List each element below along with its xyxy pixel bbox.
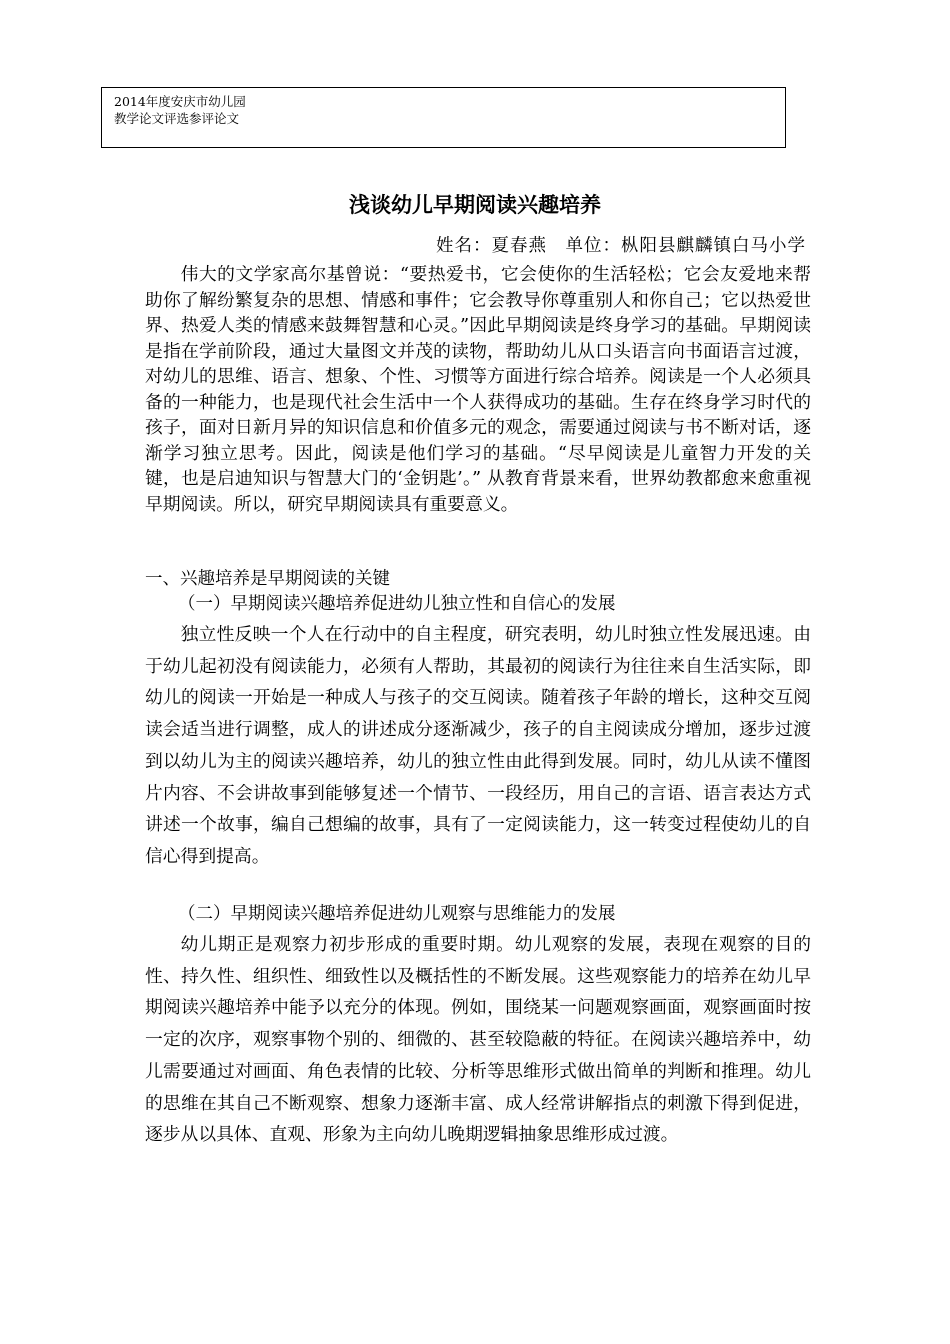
intro-paragraph: 伟大的文学家高尔基曾说：“要热爱书，它会使你的生活轻松；它会友爱地来帮助你了解纷繁复杂的思想、情感和事件；它会教导你尊重别人和你自己；它以热爱世界、热爱人类的情感来鼓舞智慧和心灵。”因此早期阅读是终身学习的基础。早期阅读是指在学前阶段，通过大量图文并茂的读物，帮助幼儿从口头语言向书面语言过渡，对幼儿的思维、语言、想象、个性、习惯等方面进行综合培养。阅读是一个人必须具备的一种能力，也是现代社会生活中一个人获得成功的基础。生存在终身学习时代的孩子，面对日新月异的知识信息和价值多元的观念，需要通过阅读与书不断对话，逐渐学习独立思考。因此，阅读是他们学习的基础。“尽早阅读是儿童智力开发的关键，也是启迪知识与智慧大门的‘金钥匙’。” 从教育背景来看，世界幼教都愈来愈重视早期阅读。所以，研究早期阅读具有重要意义。	[145, 264, 811, 515]
header-line-1: 2014年度安庆市幼儿园	[114, 94, 246, 109]
subsection-1-body: 独立性反映一个人在行动中的自主程度，研究表明，幼儿时独立性发展迅速。由于幼儿起初没有阅读能力，必须有人帮助，其最初的阅读行为往往来自生活实际，即幼儿的阅读一开始是一种成人与孩子的交互阅读。随着孩子年龄的增长，这种交互阅读会适当进行调整，成人的讲述成分逐渐减少，孩子的自主阅读成分增加，逐步过渡到以幼儿为主的阅读兴趣培养，幼儿的独立性由此得到发展。同时，幼儿从读不懂图片内容、不会讲故事到能够复述一个情节、一段经历，用自己的言语、语言表达方式讲述一个故事，编自己想编的故事，具有了一定阅读能力，这一转变过程使幼儿的自信心得到提高。	[145, 624, 811, 867]
author-line: 姓名：夏春燕 单位：枞阳县麒麟镇白马小学	[436, 236, 806, 256]
section-heading-1: 一、兴趣培养是早期阅读的关键	[145, 569, 390, 589]
subsection-heading-2: （二）早期阅读兴趣培养促进幼儿观察与思维能力的发展	[178, 904, 616, 924]
page-title: 浅谈幼儿早期阅读兴趣培养	[349, 193, 601, 217]
subsection-heading-1: （一）早期阅读兴趣培养促进幼儿独立性和自信心的发展	[178, 594, 616, 614]
header-line-2: 教学论文评选参评论文	[114, 111, 240, 126]
subsection-2-body: 幼儿期正是观察力初步形成的重要时期。幼儿观察的发展，表现在观察的目的性、持久性、组织性、细致性以及概括性的不断发展。这些观察能力的培养在幼儿早期阅读兴趣培养中能予以充分的体现。例如，围绕某一问题观察画面，观察画面时按一定的次序，观察事物个别的、细微的、甚至较隐蔽的特征。在阅读兴趣培养中，幼儿需要通过对画面、角色表情的比较、分析等思维形式做出简单的判断和推理。幼儿的思维在其自己不断观察、想象力逐渐丰富、成人经常讲解指点的刺激下得到促进，逐步从以具体、直观、形象为主向幼儿晚期逻辑抽象思维形成过渡。	[145, 934, 811, 1146]
header-box	[101, 87, 786, 148]
